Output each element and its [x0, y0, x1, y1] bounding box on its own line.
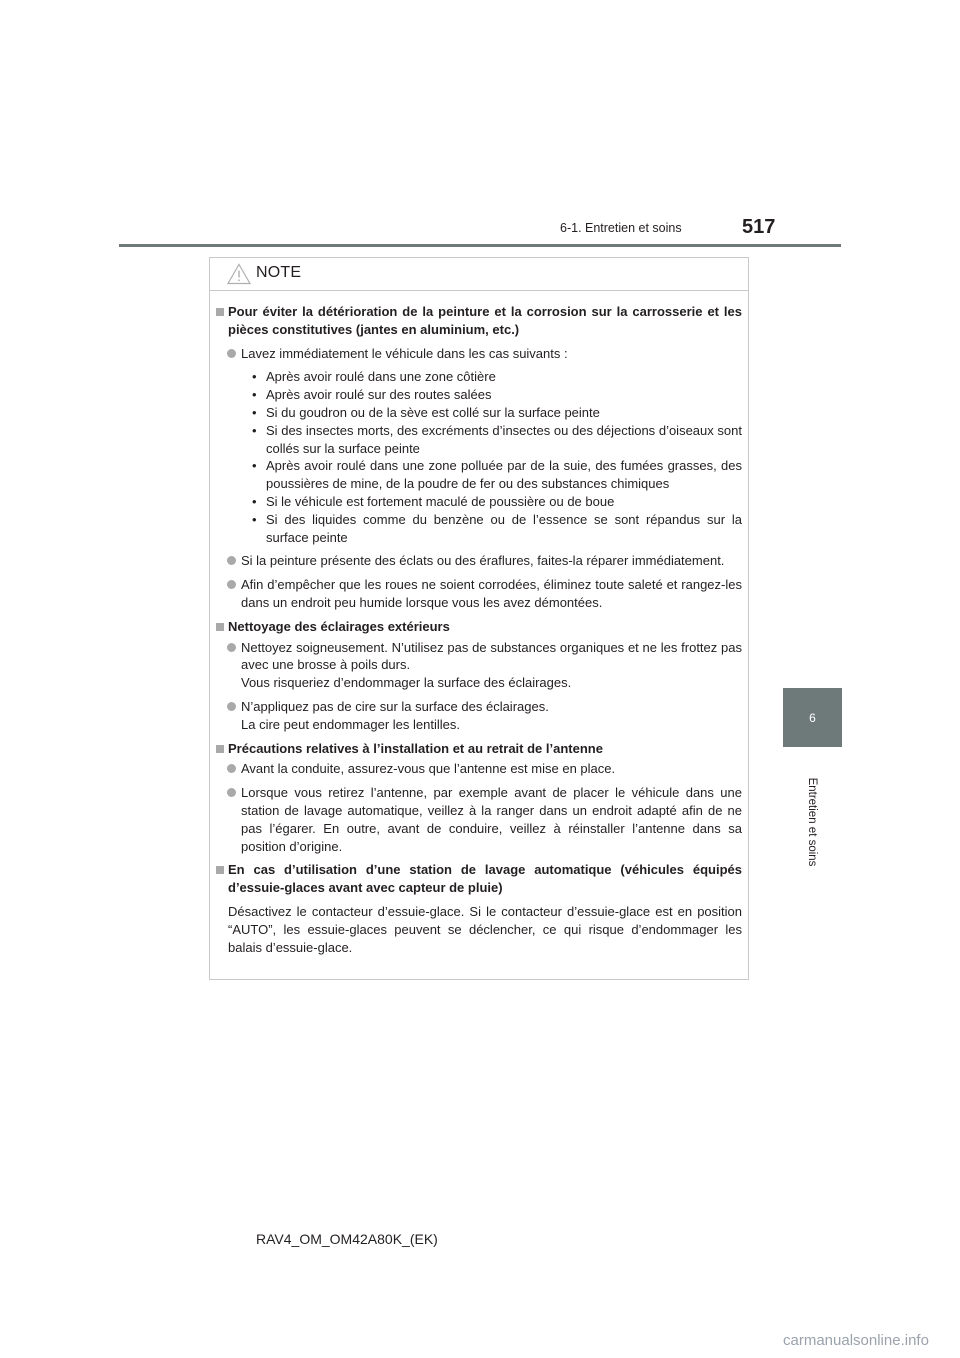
sub-list-item: • Si des insectes morts, des excréments d’insectes ou des déjections d’oiseaux sont collés sur la surface peinte [252, 422, 742, 456]
note-header [210, 258, 748, 291]
note-title: NOTE [256, 264, 302, 281]
note-box [209, 257, 749, 980]
sub-list-item: • Après avoir roulé dans une zone côtière [252, 369, 496, 385]
round-bullet-icon [227, 643, 236, 652]
warning-triangle-icon [227, 263, 251, 285]
running-header-section: 6-1. Entretien et soins [560, 221, 682, 235]
section-heading: Nettoyage des éclairages extérieurs [210, 618, 748, 636]
round-bullet-icon [227, 702, 236, 711]
square-bullet-icon [216, 623, 224, 631]
round-bullet-icon [227, 556, 236, 565]
square-bullet-icon [216, 308, 224, 316]
round-bullet-icon [227, 349, 236, 358]
list-item: Si la peinture présente des éclats ou des éraflures, faites-la réparer immédiatement. [210, 552, 748, 570]
page-number: 517 [742, 216, 776, 238]
list-item: Lorsque vous retirez l’antenne, par exemple avant de placer le véhicule dans une station de lavage automatique, veillez à la ranger dans un endroit adapté afin de ne pas l’égarer. En outre, avant de conduire, veillez à réinstaller l’antenne dans sa position d’origine. [210, 784, 748, 855]
list-item: N’appliquez pas de cire sur la surface des éclairages. La cire peut endommager les lentilles. [210, 698, 748, 734]
section-heading: En cas d’utilisation d’une station de lavage automatique (véhicules équipés d’essuie-glaces avant avec capteur de pluie) [210, 861, 748, 897]
square-bullet-icon [216, 745, 224, 753]
section-heading: Pour éviter la détérioration de la peinture et la corrosion sur la carrosserie et les pièces constitutives (jantes en aluminium, etc.) [210, 303, 748, 339]
list-item: Avant la conduite, assurez-vous que l’antenne est mise en place. [210, 760, 748, 778]
section-heading: Précautions relatives à l’installation et au retrait de l’antenne [210, 740, 748, 758]
document-code: RAV4_OM_OM42A80K_(EK) [256, 1231, 438, 1247]
square-bullet-icon [216, 866, 224, 874]
chapter-tab-label [786, 760, 838, 890]
header-divider [119, 244, 841, 247]
chapter-title: Entretien et soins [806, 777, 818, 867]
sub-list-item: • Si du goudron ou de la sève est collé sur la surface peinte [252, 404, 600, 420]
round-bullet-icon [227, 580, 236, 589]
sub-list-item: • Après avoir roulé sur des routes salées [252, 387, 492, 403]
round-bullet-icon [227, 788, 236, 797]
chapter-tab-number: 6 [783, 688, 842, 747]
sub-list-item: • Si le véhicule est fortement maculé de poussière ou de boue [252, 493, 615, 509]
list-item: Afin d’empêcher que les roues ne soient corrodées, éliminez toute saleté et rangez-les dans un endroit peu humide lorsque vous les avez démontées. [210, 576, 748, 612]
list-item: Lavez immédiatement le véhicule dans les cas suivants : [210, 345, 748, 363]
round-bullet-icon [227, 764, 236, 773]
watermark-text: carmanualsonline.info [783, 1332, 929, 1349]
note-content [210, 298, 748, 956]
sub-list-item: • Si des liquides comme du benzène ou de l’essence se sont répandus sur la surface peinte [252, 511, 742, 545]
list-item: Nettoyez soigneusement. N’utilisez pas de substances organiques et ne les frottez pas avec une brosse à poils durs. Vous risqueriez d’endommager la surface des éclairages. [210, 639, 748, 692]
sub-list-item: • Après avoir roulé dans une zone polluée par de la suie, des fumées grasses, des poussières de mine, de la poudre de fer ou des substances chimiques [252, 458, 742, 492]
section-paragraph: Désactivez le contacteur d’essuie-glace. Si le contacteur d’essuie-glace est en position “AUTO”, les essuie-glaces peuvent se déclencher, ce qui risque d’endommager les balais d’essuie-glace. [228, 903, 742, 955]
